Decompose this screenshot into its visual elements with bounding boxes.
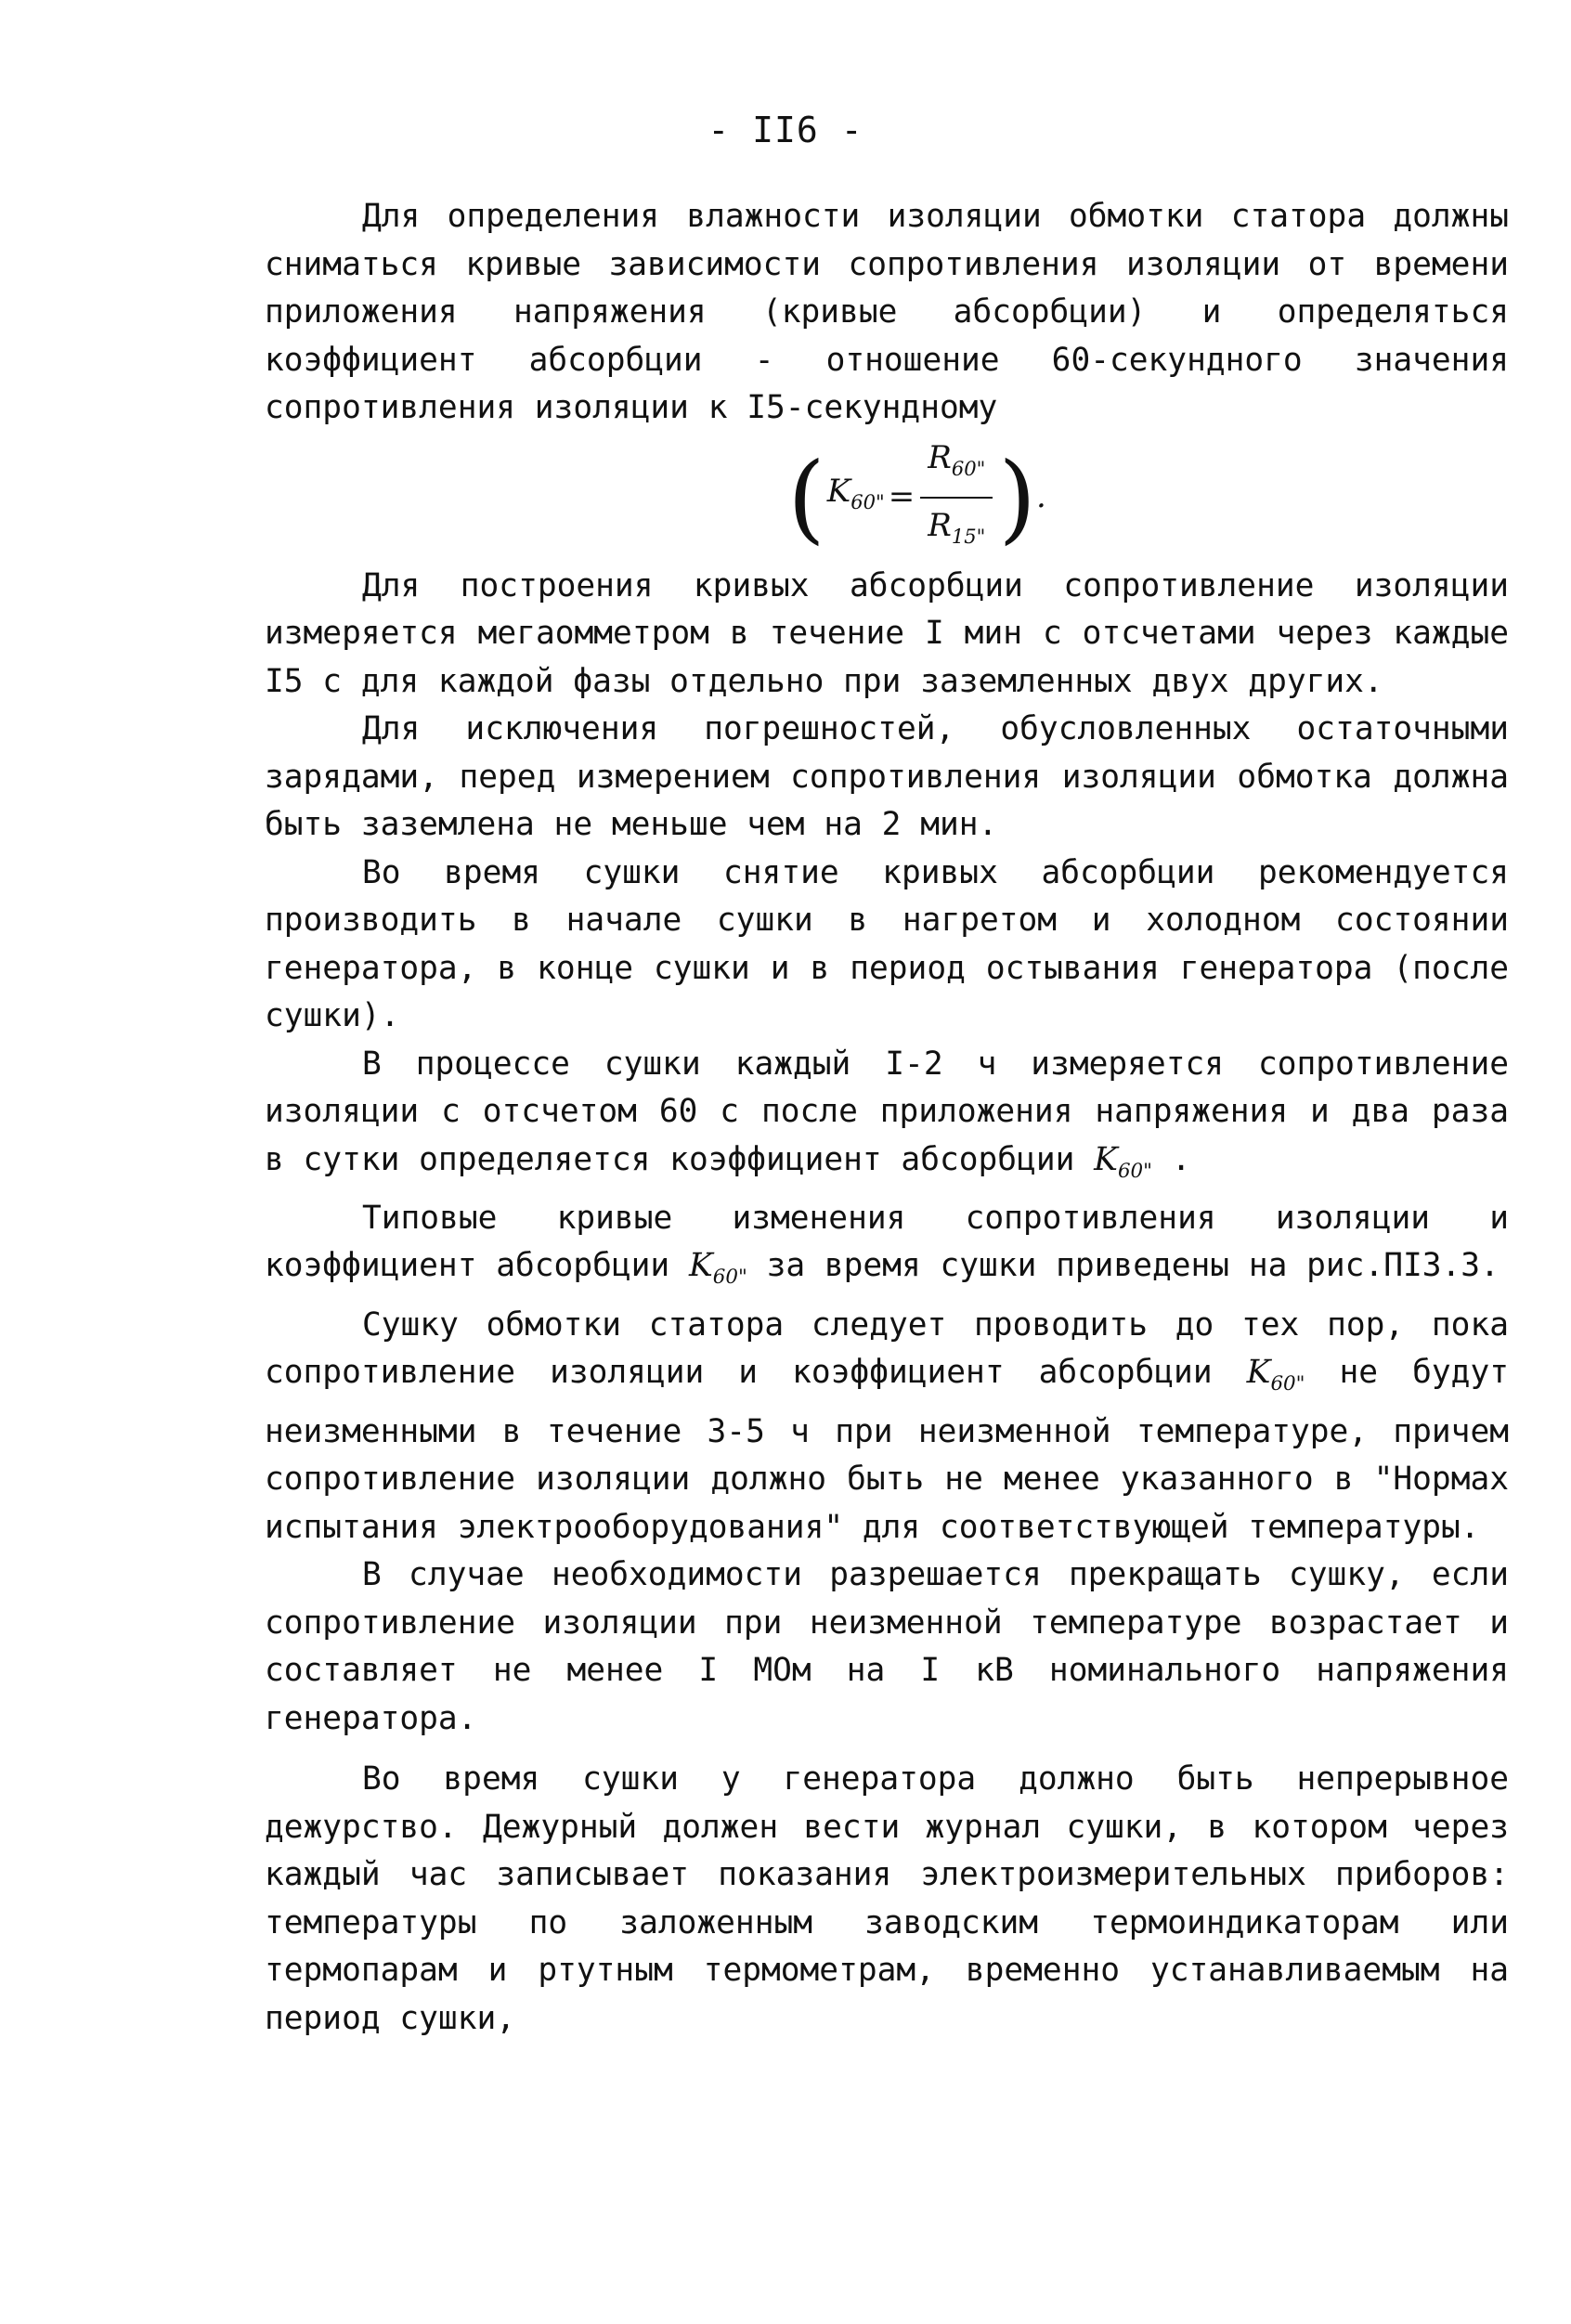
- formula-trailing-period: .: [1035, 477, 1046, 515]
- paragraph-stop-drying: В случае необходимости разрешается прекращать сушку, если сопротивление изоляции при неизменной температуре возрастает и составляет не менее I МОм на I кВ номинального напряжения генератора.: [265, 1556, 1509, 1737]
- page-number: - II6 -: [708, 110, 863, 150]
- paragraph-drying-duration: Сушку обмотки статора следует проводить до тех пор, пока сопротивление изоляции и коэффициент абсорбции $K_{60"}$ не будут неизменными в течение 3-5 ч при неизменной температуре, причем сопротивление изоляции должно быть не менее указанного в "Нормах испытания электрооборудования" для соответствующей температуры.: [265, 1305, 1509, 1546]
- formula-lhs: $K_{60"}$: [826, 473, 885, 514]
- formula-equals: =: [888, 477, 915, 515]
- body-text: [265, 193, 1509, 2043]
- formula-fraction: [920, 435, 993, 560]
- paragraph-drying-curves: Во время сушки снятие кривых абсорбции рекомендуется производить в начале сушки в нагретом и холодном состоянии генератора, в конце сушки и в период остывания генератора (после сушки).: [265, 853, 1509, 1034]
- formula-denominator: $R_{15"}$: [928, 506, 986, 548]
- paragraph-drying-watch: Во время сушки у генератора должно быть непрерывное дежурство. Дежурный должен вести журнал сушки, в котором через каждый час записывает показания электроизмерительных приборов: температуры по заложенным заводским термоиндикаторам или термопарам и ртутным термометрам, временно устанавливаемым на период сушки,: [265, 1760, 1509, 2037]
- paragraph-absorption-definition: Для определения влажности изоляции обмотки статора должны сниматься кривые зависимости сопротивления изоляции от времени приложения напряжения (кривые абсорбции) и определяться коэффициент абсорбции - отношение 60-секундного значения сопротивления изоляции к I5-секундному: [265, 198, 1509, 426]
- formula-numerator: $R_{60"}$: [920, 435, 993, 498]
- formula-open-paren: (: [787, 440, 825, 554]
- paragraph-residual-charges: Для исключения погрешностей, обусловленных остаточными зарядами, перед измерением сопротивления изоляции обмотка должна быть заземлена не меньше чем на 2 мин.: [265, 710, 1509, 843]
- formula-close-paren: ): [998, 440, 1036, 554]
- paragraph-absorption-curves: Для построения кривых абсорбции сопротивление изоляции измеряется мегаомметром в течение I мин с отсчетами через каждые I5 с для каждой фазы отдельно при заземленных двух других.: [265, 566, 1509, 700]
- paragraph-drying-measurement: В процессе сушки каждый I-2 ч измеряется сопротивление изоляции с отсчетом 60 с после приложения напряжения и два раза в сутки определяется коэффициент абсорбции $K_{60"}$ .: [265, 1045, 1509, 1183]
- paragraph-typical-curves: Типовые кривые изменения сопротивления изоляции и коэффициент абсорбции $K_{60"}$ за время сушки приведены на рис.ПI3.3.: [265, 1199, 1509, 1290]
- absorption-coefficient-formula: [325, 433, 1509, 563]
